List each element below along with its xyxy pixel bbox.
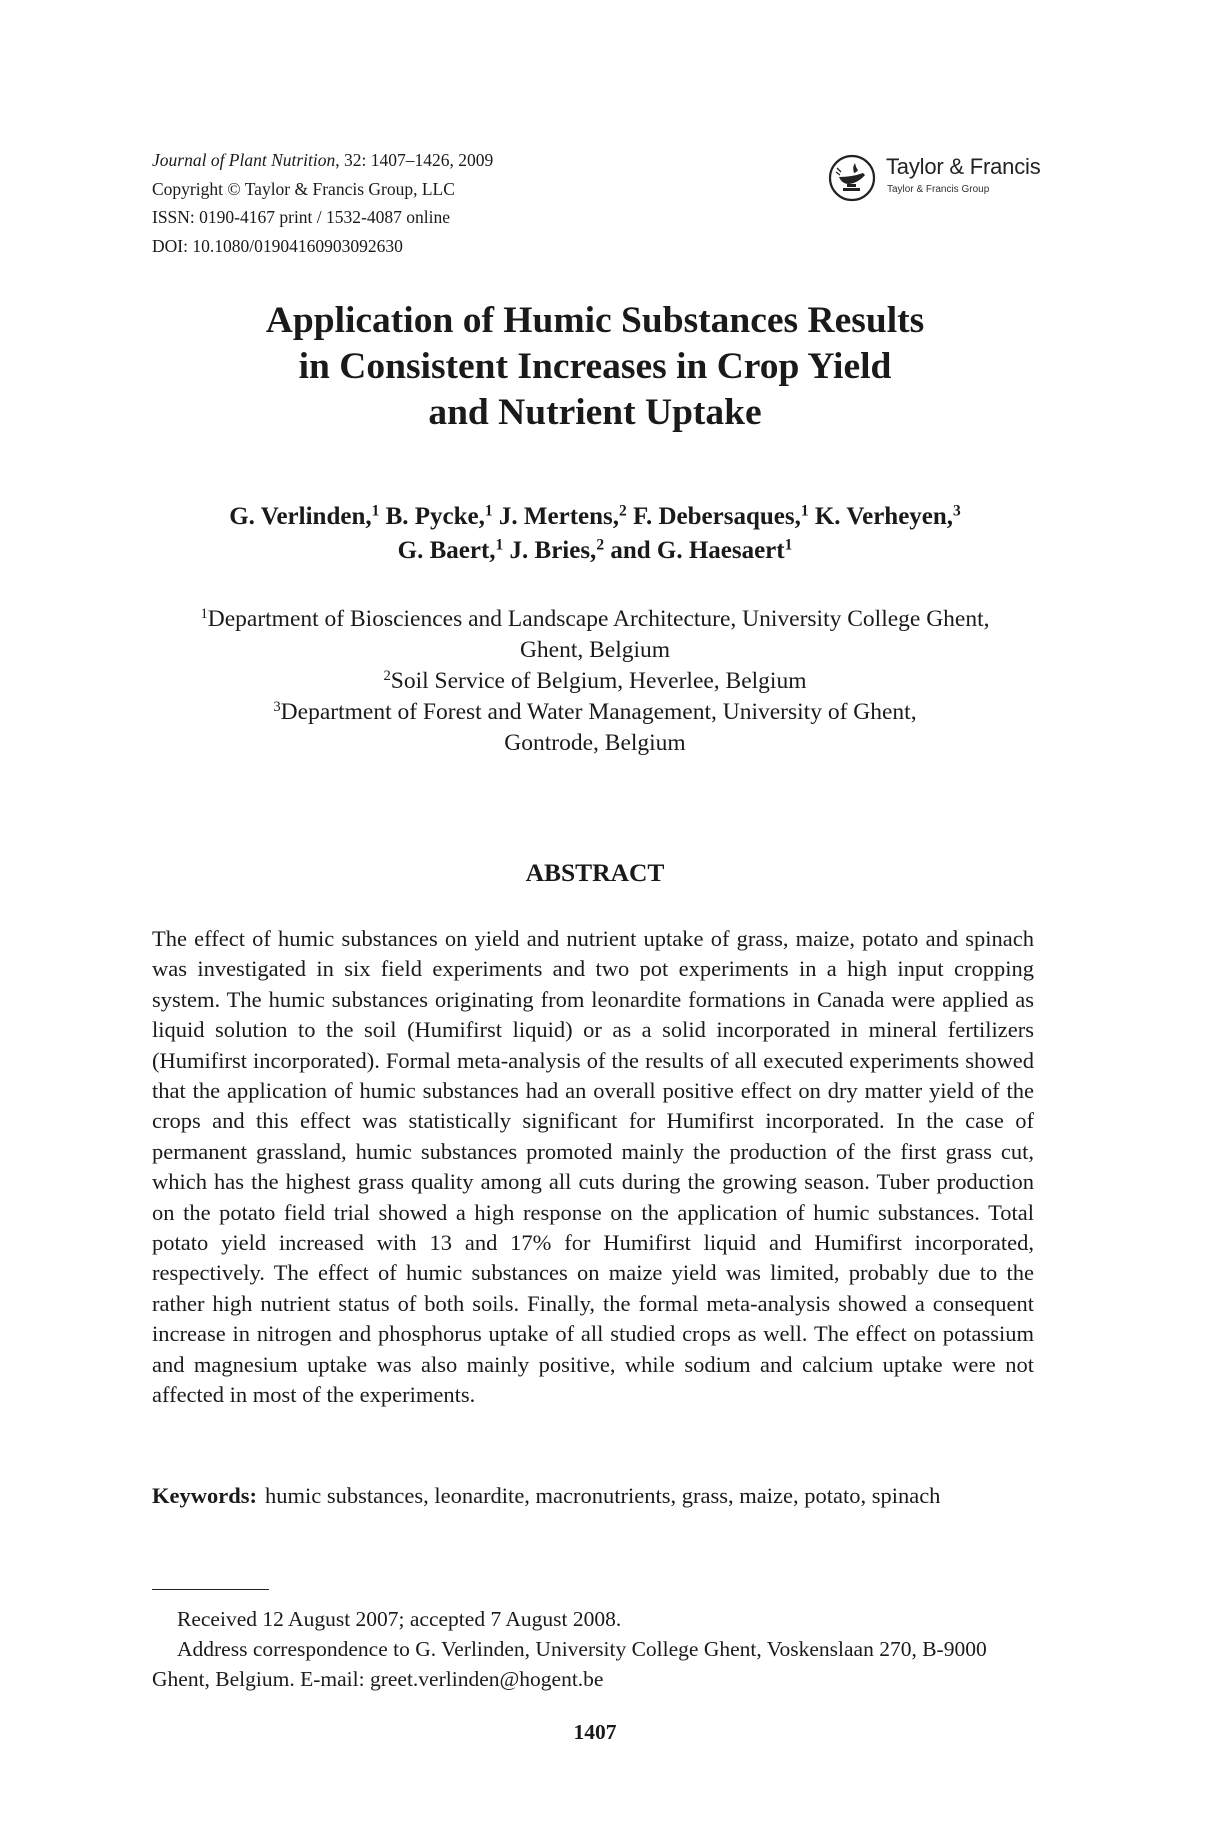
correspondence-note: Address correspondence to G. Verlinden, University College Ghent, Voskenslaan 270, B-9000 Ghent, Belgium. E-mail: greet.verlinden@hogent.be [152,1637,987,1691]
affiliation-continued: Gontrode, Belgium [504,730,686,756]
doi-line: DOI: 10.1080/01904160903092630 [152,235,403,256]
received-note: Received 12 August 2007; accepted 7 August 2008. [177,1607,622,1631]
author: J. Bries,$^2$ [509,536,605,564]
authors-line [0,500,1190,534]
author: G. Baert,$^1$ [397,536,504,564]
taylor-francis-lamp-icon [828,154,876,202]
publisher-group: Taylor & Francis Group [887,184,990,195]
publisher-name: Taylor & Francis [886,154,1041,179]
publisher-logo [828,150,1068,206]
keywords [152,1481,1052,1511]
journal-citation [152,146,493,175]
keywords-list: humic substances, leonardite, macronutrients, grass, maize, potato, spinach [265,1483,941,1508]
article-title [0,298,1190,436]
footnote-divider [152,1589,269,1590]
journal-metadata [152,146,493,260]
journal-name: Journal of Plant Nutrition [152,150,336,170]
author: B. Pycke,$^1$ [385,502,493,530]
title-line: Application of Humic Substances Results [265,300,925,341]
author: J. Mertens,$^2$ [498,502,627,530]
abstract-heading: ABSTRACT [525,858,665,887]
abstract-body: The effect of humic substances on yield and nutrient uptake of grass, maize, potato and spinach was investigated in six field experiments and two pot experiments in a high input cropping system. The humic substances originating from leonardite formations in Canada were applied as liquid solution to the soil (Humifirst liquid) or as a solid incorporated in mineral fertilizers (Humifirst incorporated). Formal meta-analysis of the results of all executed experiments showed that the application of humic substances had an overall positive effect on dry matter yield of the crops and this effect was statistically significant for Humifirst incorporated. In the case of permanent grassland, humic substances promoted mainly the production of the first grass cut, which has the highest grass quality among all cuts during the growing season. Tuber production on the potato field trial showed a high response on the application of humic substances. Total potato yield increased with 13 and 17% for Humifirst liquid and Humifirst incorporated, respectively. The effect of humic substances on maize yield was limited, probably due to the rather high nutrient status of both soils. Finally, the formal meta-analysis showed a consequent increase in nitrogen and phosphorus uptake of all studied crops as well. The effect on potassium and magnesium uptake was also mainly positive, while sodium and calcium uptake were not affected in most of the experiments. [152,926,1034,1408]
keywords-label: Keywords: [152,1483,257,1508]
affiliations [0,604,1190,759]
authors-line [0,534,1190,568]
affiliation: $^1$Department of Biosciences and Landscape Architecture, University College Ghent, [200,606,990,632]
affiliation-continued: Ghent, Belgium [519,637,671,663]
copyright-line: Copyright © Taylor & Francis Group, LLC [152,178,455,199]
title-line: and Nutrient Uptake [428,392,762,433]
affiliation: $^2$Soil Service of Belgium, Heverlee, Belgium [383,668,807,694]
author: G. Verlinden,$^1$ [229,502,380,530]
page-number: 1407 [573,1720,617,1744]
footnotes [152,1604,1034,1694]
journal-volume-pages: , 32: 1407–1426, 2009 [335,150,494,170]
author: and G. Haesaert$^1$ [610,536,793,564]
issn-line: ISSN: 0190-4167 print / 1532-4087 online [152,207,450,227]
author: K. Verheyen,$^3$ [814,502,961,530]
author-list [0,500,1190,568]
author: F. Debersaques,$^1$ [633,502,809,530]
affiliation: $^3$Department of Forest and Water Management, University of Ghent, [273,699,917,725]
title-line: in Consistent Increases in Crop Yield [298,346,892,387]
